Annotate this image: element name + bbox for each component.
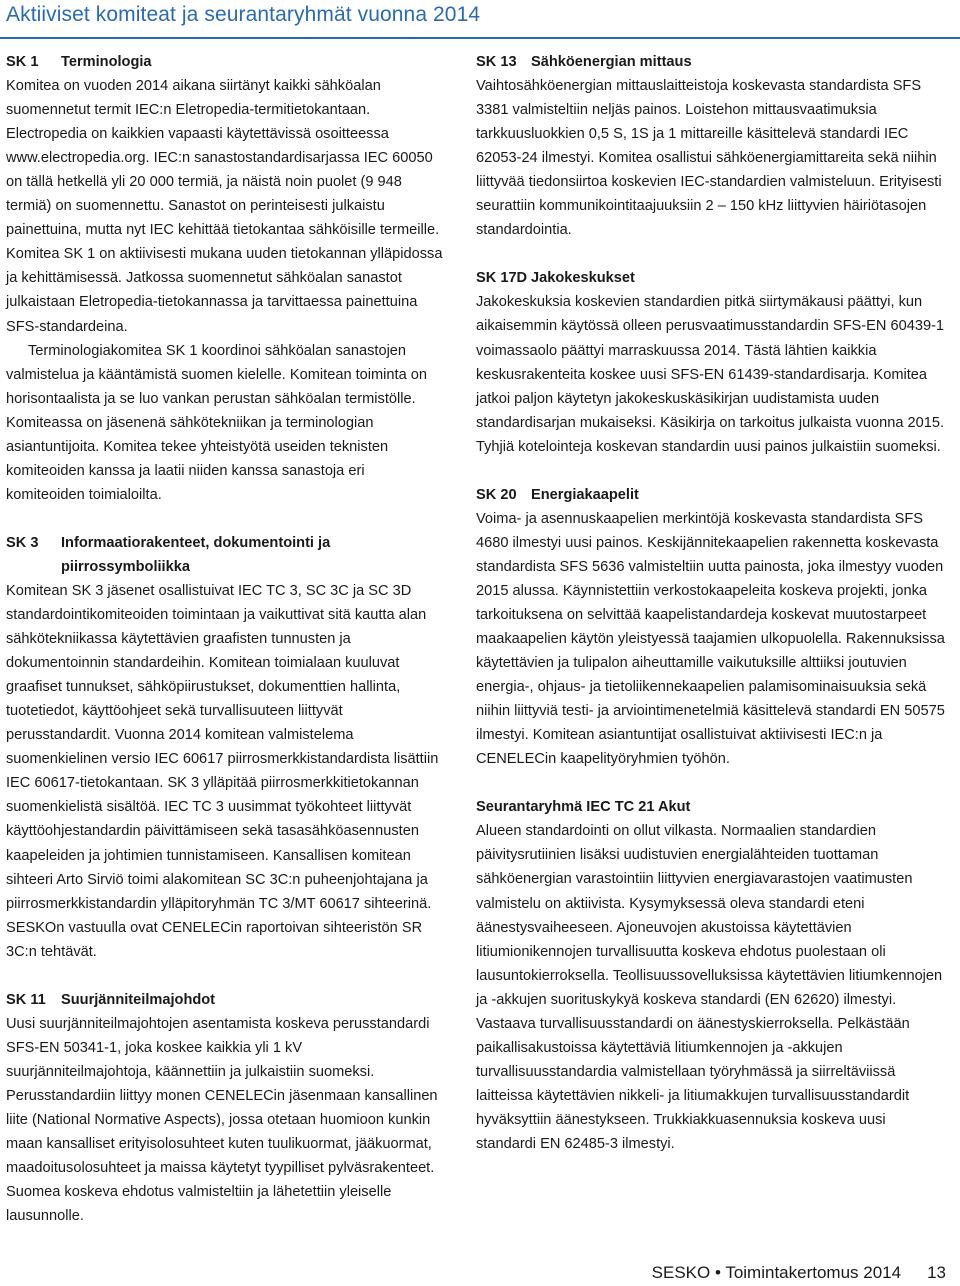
- section-code: SK 17D: [476, 270, 528, 287]
- section-code: SK 11: [6, 991, 46, 1008]
- title-rule: [0, 37, 960, 39]
- section-paragraph: Komitea on vuoden 2014 aikana siirtänyt kaikki sähköalan suomennetut termit IEC:n Eletropedia-termitietokantaan. Electropedia on kaikkien vapaasti käytettävissä osoitteessa www.electropedia.org. IEC:n sanastostandardisarjassa IEC 60050 on tällä hetkellä yli 20 000 termiä, ja näistä noin puolet (9 948 termiä) on suomennettu. Sanastot on perinteisesti julkaistu painettuina, mutta nyt IEC kehittää tietokantaa sähköisille termeille. Komitea SK 1 on aktiivisesti mukana uuden tietokannan ylläpidossa ja kehittämisessä. Jatkossa suomennetut sähköalan sanastot julkaistaan Eletropedia-tietokannassa ja tarvittaessa painettuina SFS-standardeina.: [6, 78, 443, 335]
- section-paragraph: Uusi suurjänniteilmajohtojen asentamista koskeva perusstandardi SFS-EN 50341-1, joka koskee kaikkia yli 1 kV suurjänniteilmajohtoja, käännettiin ja julkaistiin suomeksi. Perusstandardiin liittyy monen CENELECin jäsenmaan kansallinen liite (National Normative Aspects), jossa otetaan huomioon kunkin maan kansalliset erityisolosuhteet kuten tuulikuormat, jääkuormat, maadoitusolosuhteet ja maissa käytetyt tyypilliset pylväsrakenteet. Suomea koskeva ehdotus valmisteltiin ja lähetettiin yleiselle lausunnolle.: [6, 1015, 438, 1225]
- section-name: Suurjänniteilmajohdot: [61, 991, 216, 1008]
- section-code: SK 1: [6, 54, 39, 70]
- page-title: Aktiiviset komiteat ja seurantaryhmät vuonna 2014: [6, 3, 481, 26]
- section-name: Jakokeskukset: [531, 270, 635, 287]
- left-column: [6, 50, 446, 1252]
- section-sk1: [6, 50, 446, 507]
- section-heading: [6, 531, 446, 579]
- section-sk11: [6, 988, 446, 1228]
- footer-publication: SESKO • Toimintakertomus 2014: [651, 1263, 902, 1282]
- section-paragraph: Voima- ja asennuskaapelien merkintöjä koskevasta standardista SFS 4680 ilmestyi uusi painos. Keskijännitekaapelien rakennetta koskevasta standardista SFS 5636 valmisteltiin uutta painosta, joka ilmestyy vuoden 2015 alussa. Käynnistettiin verkostokaapeleita koskeva projekti, jonka tarkoituksena on selvittää kaapelistandardeja koskevat muutostarpeet maakaapelien käytön yleistyessä taajamien ulkopuolella. Rakennuksissa käytettävien ja tulipalon aiheuttamille vaikutuksille alttiiksi joutuvien energia-, ohjaus- ja tietoliikennekaapelien palamisominaisuuksia sekä niihin liittyviä testi- ja arviointimenetelmiä käsittelevä standardi EN 50575 ilmestyi. Komitean asiantuntijat osallistuivat aktiivisesti IEC:n ja CENELECin kaapelityöryhmien työhön.: [476, 510, 945, 768]
- section-name: Seurantaryhmä IEC TC 21 Akut: [476, 799, 691, 816]
- section-heading: [476, 266, 946, 290]
- section-paragraph: Terminologiakomitea SK 1 koordinoi sähköalan sanastojen valmistelua ja kääntämistä suomen kielelle. Komitean toiminta on horisontaalista ja se luo vankan perustan sähköalan termistölle. Komiteassa on jäsenenä sähkötekniikan ja terminologian asiantuntijoita. Komitea tekee yhteistyötä useiden teknisten komiteoiden kanssa ja laatii niiden kanssa sanastoja eri komiteoiden toimialoilta.: [6, 342, 427, 503]
- section-paragraph: Jakokeskuksia koskevien standardien pitkä siirtymäkausi päättyi, kun aikaisemmin käytössä olleen perusvaatimusstandardin SFS-EN 60439-1 voimassaolo päättyi marraskuussa 2014. Tästä lähtien kaikkia keskusrakenteita koskee uusi SFS-EN 61439-standardisarja. Komitea jatkoi paljon käytetyn jakokeskuskäsikirjan uudistamista uuden standardisarjan mukaiseksi. Käsikirja on tarkoitus julkaista vuonna 2015. Tyhjiä kotelointeja koskevan standardin uusi painos julkaistiin suomeksi.: [476, 294, 945, 455]
- section-sk13: [476, 50, 946, 242]
- section-code: SK 20: [476, 486, 517, 503]
- section-heading: [476, 795, 946, 819]
- section-name: Sähköenergian mittaus: [531, 54, 692, 70]
- right-column: [476, 50, 946, 1180]
- section-paragraph: Vaihtosähköenergian mittauslaitteistoja koskevasta standardista SFS 3381 valmisteltiin neljäs painos. Loistehon mittausvaatimuksia tarkkuusluokkien 0,5 S, 1S ja 1 mittareille käsittelevä standardi IEC 62053-24 ilmestyi. Komitea osallistui sähköenergiamittareita sekä niihin liittyvää tiedonsiirtoa koskevien IEC-standardien valmisteluun. Erityisesti seurattiin kommunikointitaajuuksiin 2 – 150 kHz liittyvien häiriötasojen standardointia.: [476, 78, 942, 239]
- section-name: Energiakaapelit: [531, 486, 639, 503]
- page-footer: [652, 1263, 946, 1283]
- page-number: 13: [927, 1263, 946, 1282]
- section-heading: [6, 50, 446, 74]
- section-tc21: [476, 795, 946, 1156]
- section-name: Informaatiorakenteet, dokumentointi ja piirrossymboliikka: [61, 534, 331, 575]
- section-paragraph: Komitean SK 3 jäsenet osallistuivat IEC TC 3, SC 3C ja SC 3D standardointikomiteoiden toimintaan ja vaikuttivat sitä kautta alan sähkötekniikassa käytettävien graafisten tunnusten ja dokumentoinnin standardeihin. Komitean toimialaan kuuluvat graafiset tunnukset, sähköpiirustukset, dokumenttien hallinta, tuotetiedot, käyttöohjeet sekä turvallisuuteen liittyvät perusstandardit. Vuonna 2014 komitean valmistelema suomenkielinen versio IEC 60617 piirrosmerkkistandardista lisättiin IEC 60617-tietokantaan. SK 3 ylläpitää piirrosmerkkitietokannan suomenkielistä sisältöä. IEC TC 3 uusimmat työkohteet liittyvät käyttöohjestandardin päivittämiseen sekä tasasähköasennusten kaapeleiden ja johtimien tunnistamiseen. Kansallisen komitean sihteeri Arto Sirviö toimi alakomitean SC 3C:n puheenjohtajana ja piirrosmerkkistandardin ylläpitoryhmän TC 3/MT 60617 sihteerinä. SESKOn vastuulla ovat CENELECin raportoivan sihteeristön SR 3C:n tehtävät.: [6, 582, 439, 960]
- section-sk3: [6, 531, 446, 964]
- section-code: SK 13: [476, 54, 517, 70]
- section-heading: [476, 483, 946, 507]
- section-code: SK 3: [6, 534, 39, 551]
- section-paragraph: Alueen standardointi on ollut vilkasta. Normaalien standardien päivitysrutiinien lisäksi uudistuvien energialähteiden tuottaman sähköenergian varastointiin liittyvien energiavarastojen vaatimusten valmistelu on aktiivista. Kysymyksessä oleva standardi eteni äänestysvaiheeseen. Ajoneuvojen akustoissa käytettävien litiumionikennojen turvallisuutta koskeva ehdotus puolestaan oli lausuntokierroksella. Teollisuussovelluksissa käytettävien litiumkennojen ja -akkujen suorituskykyä koskeva standardi (EN 62620) ilmestyi. Vastaava turvallisuusstandardi on äänestyskierroksella. Pelkästään paikallisakustoissa käytettäviä litiumkennojen ja -akkujen turvallisuusstandardia valmistellaan työryhmässä ja siirreltäviissä laitteissa käytettävien nikkeli- ja litiumakkujen turvallisuusstandardit hyväksyttiin äänestykseen. Trukkiakkuasennuksia koskeva uusi standardi EN 62485-3 ilmestyi.: [476, 823, 943, 1152]
- section-name: Terminologia: [61, 54, 152, 70]
- section-sk20: [476, 483, 946, 772]
- section-heading: [476, 50, 946, 74]
- section-sk17d: [476, 266, 946, 458]
- section-heading: [6, 988, 446, 1012]
